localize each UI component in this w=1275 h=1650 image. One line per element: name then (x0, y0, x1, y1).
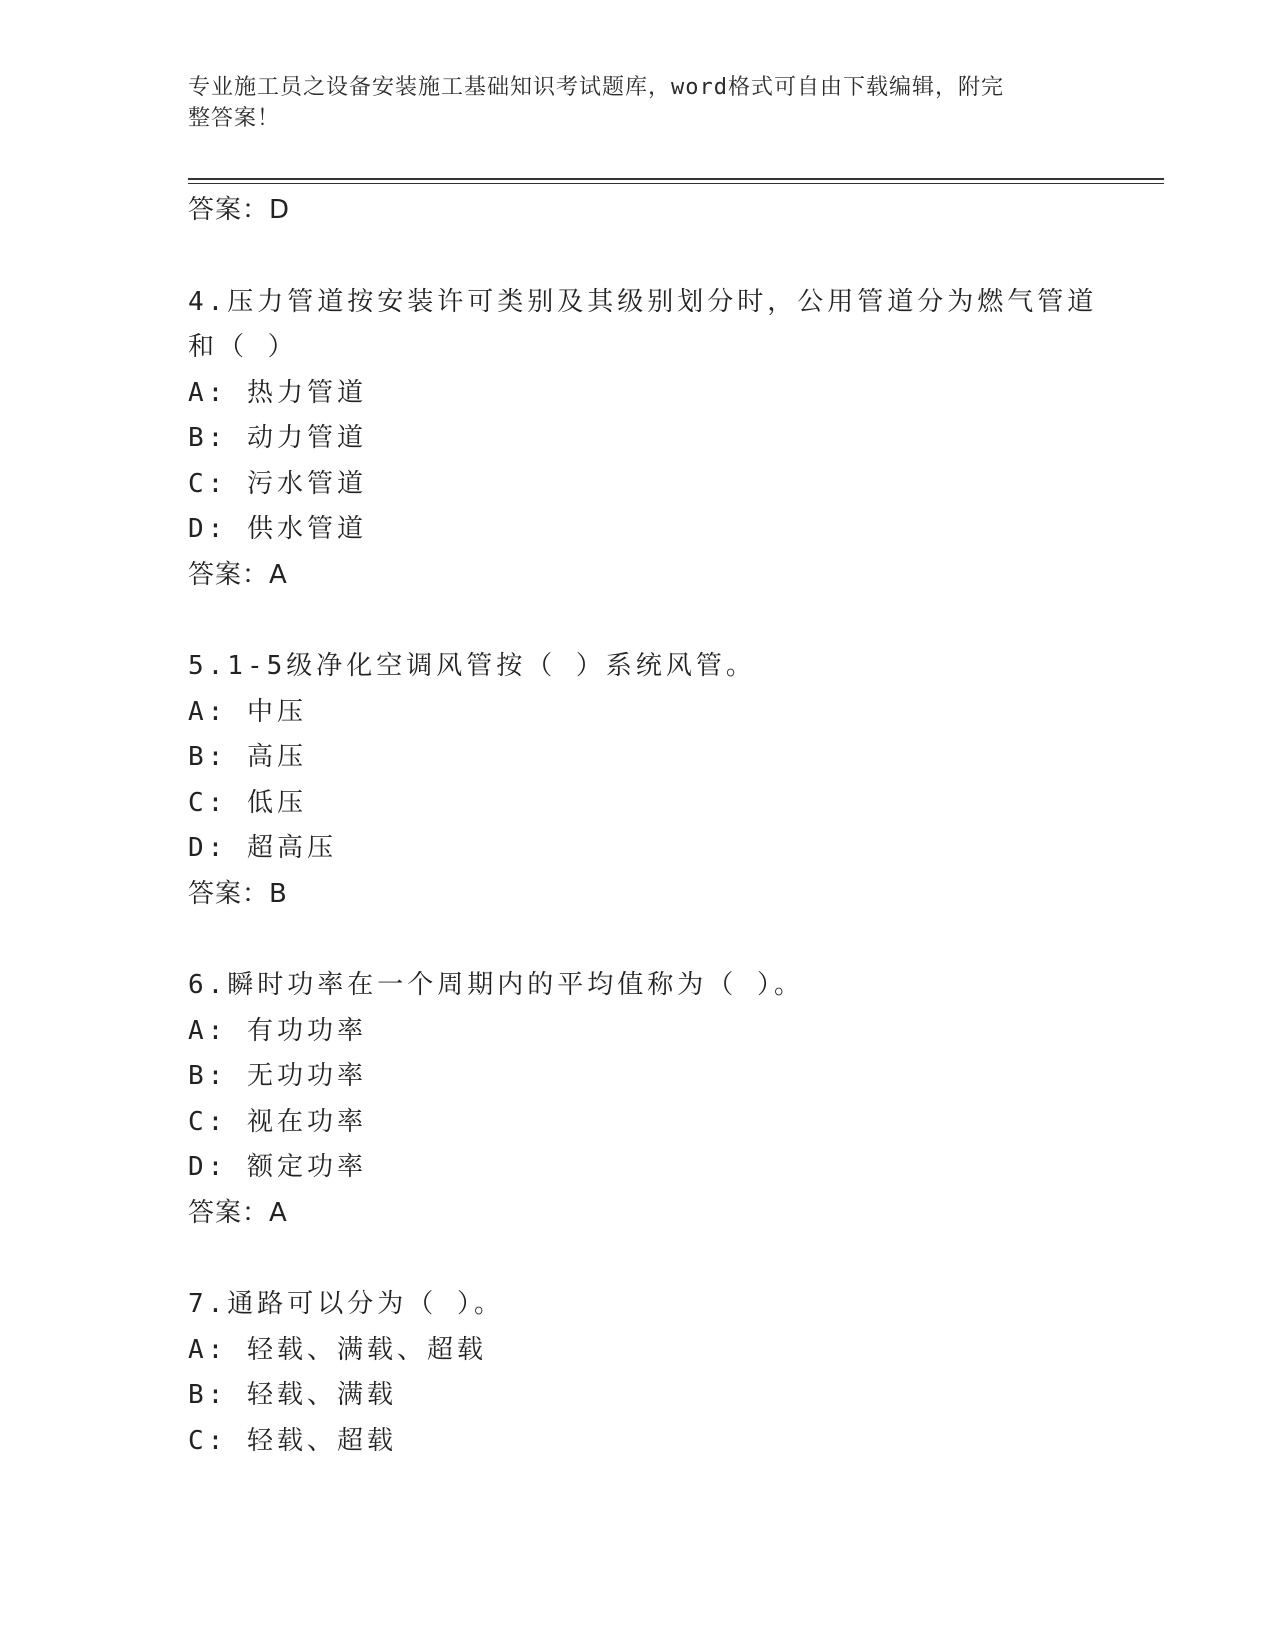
option-c: C: 低压 (188, 787, 307, 818)
question-4 (188, 280, 1098, 599)
option-b: B: 动力管道 (188, 423, 367, 453)
document-body (188, 188, 1098, 1464)
answer: 答案：B (188, 878, 288, 909)
option-a: A: 轻载、满载、超载 (188, 1334, 487, 1365)
option-b: B: 高压 (188, 742, 307, 772)
option-d: D: 供水管道 (188, 514, 367, 544)
question-stem: 4.压力管道按安装许可类别及其级别划分时，公用管道分为燃气管道 (188, 286, 1098, 317)
header-line-2: 整答案！ (188, 106, 281, 131)
option-a: A: 中压 (188, 696, 307, 727)
question-stem: 5.1-5级净化空调风管按（ ）系统风管。 (188, 651, 756, 681)
header-rule-thin (188, 183, 1164, 184)
option-c: C: 轻载、超载 (188, 1425, 397, 1456)
answer: 答案：A (188, 559, 288, 590)
question-6 (188, 963, 1088, 1236)
question-stem: 7.通路可以分为（ ）。 (188, 1289, 504, 1319)
option-a: A: 热力管道 (188, 377, 367, 408)
question-stem: 6.瞬时功率在一个周期内的平均值称为（ ）。 (188, 970, 804, 1000)
header-rule (188, 178, 1164, 180)
option-b: B: 无功功率 (188, 1061, 367, 1091)
option-b: B: 轻载、满载 (188, 1380, 397, 1410)
header-line-1: 专业施工员之设备安装施工基础知识考试题库，word格式可自由下载编辑，附完 (188, 75, 1004, 100)
question-7 (188, 1282, 1088, 1464)
option-d: D: 超高压 (188, 833, 337, 863)
document-header (188, 72, 1068, 134)
previous-answer: 答案：D (188, 195, 291, 225)
answer: 答案：A (188, 1197, 288, 1228)
option-a: A: 有功功率 (188, 1015, 367, 1046)
option-c: C: 视在功率 (188, 1106, 367, 1137)
question-5 (188, 644, 1088, 917)
option-d: D: 额定功率 (188, 1152, 367, 1182)
option-c: C: 污水管道 (188, 468, 367, 499)
question-stem-cont: 和（ ） (188, 332, 298, 362)
